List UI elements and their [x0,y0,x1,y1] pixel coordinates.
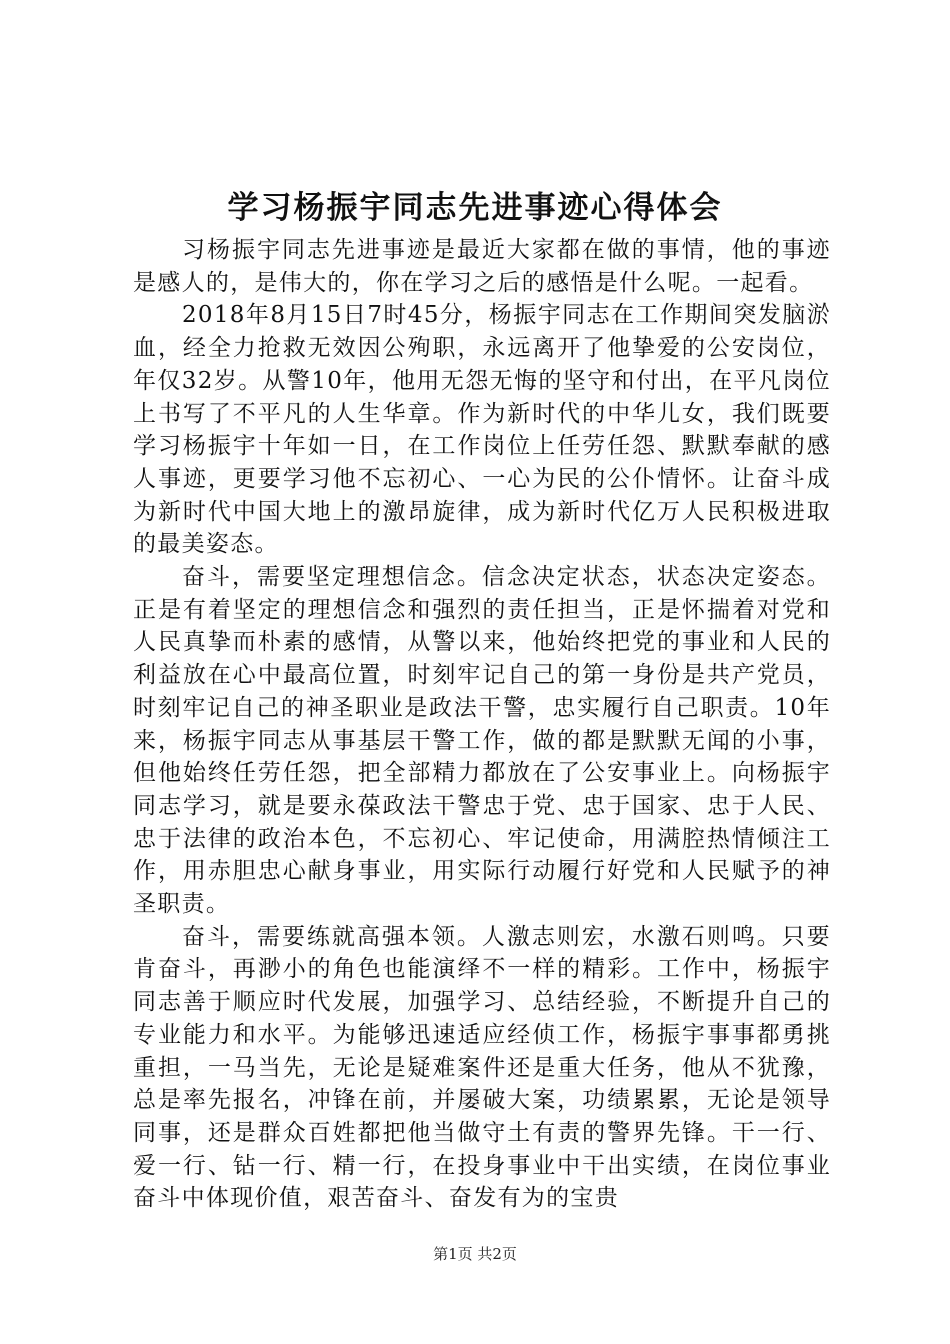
paragraph-event: 2018年8月15日7时45分，杨振宇同志在工作期间突发脑淤血，经全力抢救无效因公殉职，永远离开了他挚爱的公安岗位，年仅32岁。从警10年，他用无怨无悔的坚守和付出，在平凡岗位上书写了不平凡的人生华章。作为新时代的中华儿女，我们既要学习杨振宇十年如一日，在工作岗位上任劳任怨、默默奉献的感人事迹，更要学习他不忘初心、一心为民的公仆情怀。让奋斗成为新时代中国大地上的激昂旋律，成为新时代亿万人民积极进取的最美姿态。 [133,302,831,558]
paragraph-skills: 奋斗，需要练就高强本领。人激志则宏，水激石则鸣。只要肯奋斗，再渺小的角色也能演绎不一样的精彩。工作中，杨振宇同志善于顺应时代发展，加强学习、总结经验，不断提升自己的专业能力和水平。为能够迅速适应经侦工作，杨振宇事事都勇挑重担，一马当先，无论是疑难案件还是重大任务，他从不犹豫，总是率先报名，冲锋在前，并屡破大案，功绩累累，无论是领导同事，还是群众百姓都把他当做守土有责的警界先锋。干一行、爱一行、钻一行、精一行，在投身事业中干出实绩，在岗位事业奋斗中体现价值，艰苦奋斗、奋发有为的宝贵 [133,923,831,1212]
paragraph-ideals: 奋斗，需要坚定理想信念。信念决定状态，状态决定姿态。正是有着坚定的理想信念和强烈的责任担当，正是怀揣着对党和人民真挚而朴素的感情，从警以来，他始终把党的事业和人民的利益放在心中最高位置，时刻牢记自己的第一身份是共产党员，时刻牢记自己的神圣职业是政法干警，忠实履行自己职责。10年来，杨振宇同志从事基层干警工作，做的都是默默无闻的小事，但他始终任劳任怨，把全部精力都放在了公安事业上。向杨振宇同志学习，就是要永葆政法干警忠于党、忠于国家、忠于人民、忠于法律的政治本色，不忘初心、牢记使命，用满腔热情倾注工作，用赤胆忠心献身事业，用实际行动履行好党和人民赋予的神圣职责。 [133,564,831,918]
document-body [133,234,831,1215]
page-number-footer: 第1页 共2页 [433,1245,517,1263]
paragraph-intro: 习杨振宇同志先进事迹是最近大家都在做的事情，他的事迹是感人的，是伟大的，你在学习之后的感悟是什么呢。一起看。 [133,237,831,296]
document-title: 学习杨振宇同志先进事迹心得体会 [227,190,723,226]
